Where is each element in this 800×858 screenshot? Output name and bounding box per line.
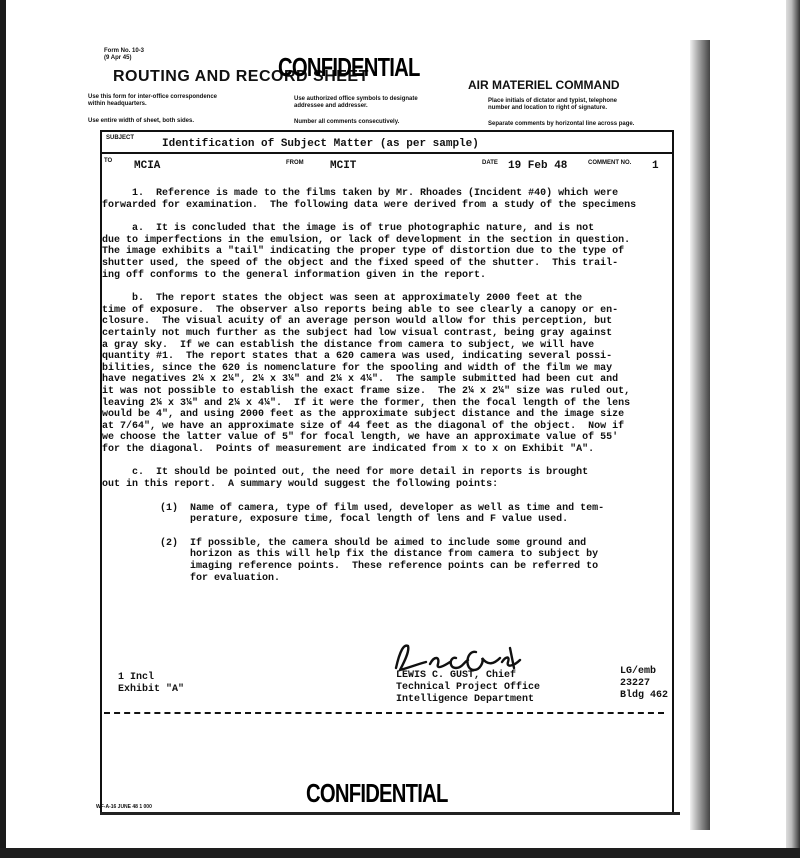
paragraph-a-line: shutter used, the speed of the object and the fixed speed of the shutter. This trail-	[102, 257, 619, 269]
paragraph-b-line: at 7/64", we have an approximate size of 44 feet as the diagonal of the object. Now if	[102, 420, 625, 432]
reference-block	[620, 666, 668, 702]
building-number: Bldg 462	[620, 690, 669, 701]
paragraph-a-line: a. It is concluded that the image is of true photographic nature, and is not	[102, 223, 595, 235]
paragraph-b-line: quantity #1. The report states that a 620 camera was used, indicating several possi-	[102, 351, 613, 363]
comment-separator	[104, 712, 664, 714]
form-title: ROUTING AND RECORD SHEET	[113, 68, 369, 85]
paragraph-b-line: b. The report states the object was seen at approximately 2000 feet at the	[102, 293, 583, 305]
to-label: TO	[104, 158, 113, 164]
paragraph-1-line: 1. Reference is made to the films taken by Mr. Rhoades (Incident #40) which were	[102, 188, 619, 199]
subject-value: Identification of Subject Matter (as per sample)	[162, 138, 479, 150]
paragraph-c-line: out in this report. A summary would suggest the following points:	[102, 479, 499, 491]
scan-edge-bottom	[0, 848, 800, 858]
scan-edge-right	[786, 0, 800, 858]
paragraph-b-line: would be 4", and using 2000 feet as the approximate subject distance and the image size	[102, 409, 625, 421]
paragraph-b-line: have negatives 2¼ x 2¼", 2¼ x 3¼" and 2¼ x 4¼". The sample submitted had been cut and	[102, 374, 619, 386]
memo-body	[102, 188, 672, 584]
point-2-line: horizon as this will help fix the distance from camera to subject by	[130, 549, 599, 561]
signer-department: Intelligence Department	[396, 694, 535, 705]
paragraph-a-line: due to imperfections in the emulsion, or lack of development in the section in question.	[102, 234, 631, 246]
paragraph-b-line: certainly not much further as the subject had low visual contrast, being gray against	[102, 327, 613, 339]
paragraph-1-line: forwarded for examination. The following data were derived from a study of the specimens	[102, 199, 637, 211]
signer-name: LEWIS C. GUST, Chief	[396, 670, 517, 681]
form-number: Form No. 10-3 (9 Apr 45)	[104, 48, 145, 61]
point-1-line: perature, exposure time, focal length of lens and F value used.	[130, 514, 569, 526]
point-2-line: for evaluation.	[130, 572, 281, 584]
paragraph-a-line: The image exhibits a "tail" indicating the proper type of distortion due to the type of	[102, 246, 625, 258]
instructions-right: Place initials of dictator and typist, telephone number and location to right of signature. Separate comments by horizontal line across page.	[488, 98, 635, 127]
point-1-line: (1) Name of camera, type of film used, developer as well as time and tem-	[130, 502, 605, 514]
paragraph-b-line: bilities, since the 620 is nomenclature for the spooling and width of the film we may	[102, 362, 613, 374]
classification-stamp-top: CONFIDENTIAL	[278, 52, 420, 82]
from-label: FROM	[286, 160, 304, 166]
paragraph-a-line: ing off conforms to the general information given in the report.	[102, 269, 487, 281]
comment-label: COMMENT NO.	[588, 160, 632, 166]
paragraph-b-line: leaving 2¼ x 3¼" and 2¼ x 4¼". If it were the former, then the focal length of the lens	[102, 397, 631, 409]
footer-rule	[100, 812, 680, 815]
signature-block	[396, 670, 540, 706]
paragraph-b-line: we choose the latter value of 5" for focal length, we have an approximate value of 55'	[102, 432, 619, 444]
signer-office: Technical Project Office	[396, 682, 541, 693]
paragraph-b-line: a gray sky. If we can establish the distance from camera to subject, we will have	[102, 339, 595, 351]
comment-number: 1	[652, 160, 659, 172]
from-value: MCIT	[330, 160, 357, 172]
subject-label: SUBJECT	[106, 135, 135, 141]
paragraph-b-line: time of exposure. The observer also reports being able to see clearly a canopy or en-	[102, 304, 619, 316]
date-value: 19 Feb 48	[508, 160, 568, 172]
command-name: AIR MATERIEL COMMAND	[468, 78, 620, 92]
subject-divider	[102, 152, 672, 154]
to-value: MCIA	[134, 160, 161, 172]
point-2-line: (2) If possible, the camera should be aimed to include some ground and	[130, 537, 587, 549]
scan-edge-left	[0, 0, 6, 858]
paragraph-b-line: closure. The visual acuity of an average person would allow for this perception, but	[102, 316, 613, 328]
paragraph-b-line: for the diagonal. Points of measurement are indicated from x to x on Exhibit "A".	[102, 443, 595, 455]
date-label: DATE	[482, 160, 498, 166]
print-code: WF-A-16 JUNE 48 1 000	[96, 804, 152, 810]
phone-number: 23227	[620, 678, 651, 689]
scan-shadow-strip	[690, 40, 710, 830]
paragraph-b-line: it was not possible to establish the exact frame size. The 2¼ x 2¼" size was ruled out,	[102, 385, 631, 397]
instructions-left: Use this form for inter-office correspondence within headquarters. Use entire width of sheet, both sides.	[88, 94, 218, 124]
enclosure-count: 1 Incl	[118, 672, 155, 683]
enclosure-exhibit: Exhibit "A"	[118, 684, 185, 695]
paragraph-c-line: c. It should be pointed out, the need for more detail in reports is brought	[102, 467, 589, 479]
instructions-middle: Use authorized office symbols to designate addressee and addresser. Number all comments consecutively.	[294, 96, 418, 125]
point-2-line: imaging reference points. These reference points can be referred to	[130, 561, 599, 573]
classification-stamp-bottom: CONFIDENTIAL	[306, 778, 448, 808]
typist-initials: LG/emb	[620, 666, 657, 677]
